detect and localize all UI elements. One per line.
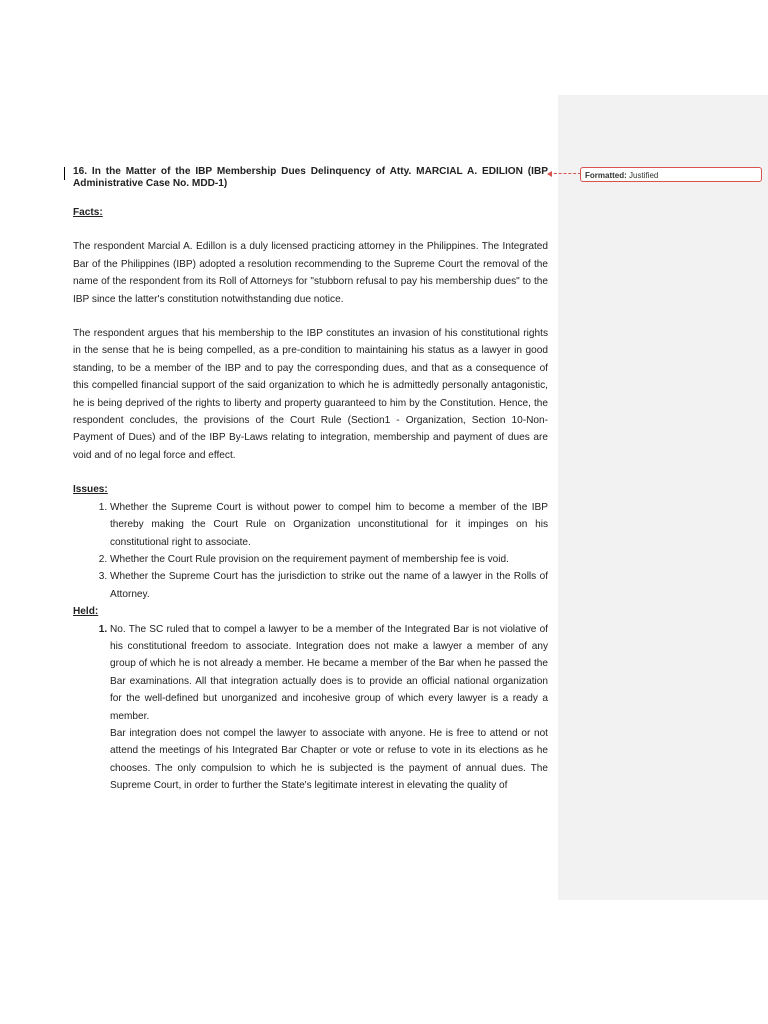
issue-item: 1. Whether the Supreme Court is without power to compel him to become a member of the IBP thereby making the Court Rule on Organization unconstitutional for it impinges on his constitutional right to associate. [110,499,548,551]
markup-pane [558,95,768,900]
held-heading: Held: [73,606,99,618]
issues-list [73,499,548,603]
facts-heading: Facts: [73,207,103,218]
case-title: 16. In the Matter of the IBP Membership Dues Delinquency of Atty. MARCIAL A. EDILION (IBP Administrative Case No. MDD-1) [73,166,548,189]
held-list [73,621,548,795]
held-paragraph-1: 1. No. The SC ruled that to compel a lawyer to be a member of the Integrated Bar is not violative of his constitutional freedom to associate. Integration does not make a lawyer a member of any group of which he is not already a member. He became a member of the Bar when he passed the Bar examinations. All that integration actually does is to provide an official national organization for the well-defined but unorganized and incohesive group of which every lawyer is a ready a member. [110,623,548,722]
held-item [110,621,548,795]
formatting-comment-balloon[interactable] [580,167,762,182]
facts-paragraph-2: The respondent argues that his membership to the IBP constitutes an invasion of his constitutional rights in the sense that he is being compelled, as a pre-condition to maintaining his status as a lawyer in good standing, to be a member of the IBP and to pay the corresponding dues, and that as a consequence of this compelled financial support of the said organization to which he is admittedly personally antagonistic, he is being deprived of the rights to liberty and property guaranteed to him by the Constitution. Hence, the respondent concludes, the provisions of the Court Rule (Section1 - Organization, Section 10-Non-Payment of Dues) and of the IBP By-Laws relating to integration, membership and payment of dues are void and of no legal force and effect. [73,328,548,461]
held-paragraph-2: Bar integration does not compel the lawyer to associate with anyone. He is free to attend or not attend the meetings of his Integrated Bar Chapter or vote or refuse to vote in its elections as he chooses. The only compulsion to which he is subjected is the payment of annual dues. The Supreme Court, in order to further the State's legitimate interest in elevating the quality of [110,727,548,792]
issues-heading: Issues: [73,484,108,496]
issue-item: 3. Whether the Supreme Court has the jurisdiction to strike out the name of a lawyer in the Rolls of Attorney. [110,568,548,603]
facts-paragraph-1: The respondent Marcial A. Edillon is a duly licensed practicing attorney in the Philippines. The Integrated Bar of the Philippines (IBP) adopted a resolution recommending to the Supreme Court the removal of the name of the respondent from its Roll of Attorneys for "stubborn refusal to pay his membership dues" to the IBP since the latter's constitution notwithstanding due notice. [73,241,548,305]
comment-value: Justified [629,171,659,180]
comment-connector-line [549,173,581,174]
comment-label: Formatted: [585,171,627,180]
document-body [73,166,548,795]
issue-item: 2. Whether the Court Rule provision on the requirement payment of membership fee is void. [110,551,548,568]
change-bar [64,167,65,180]
